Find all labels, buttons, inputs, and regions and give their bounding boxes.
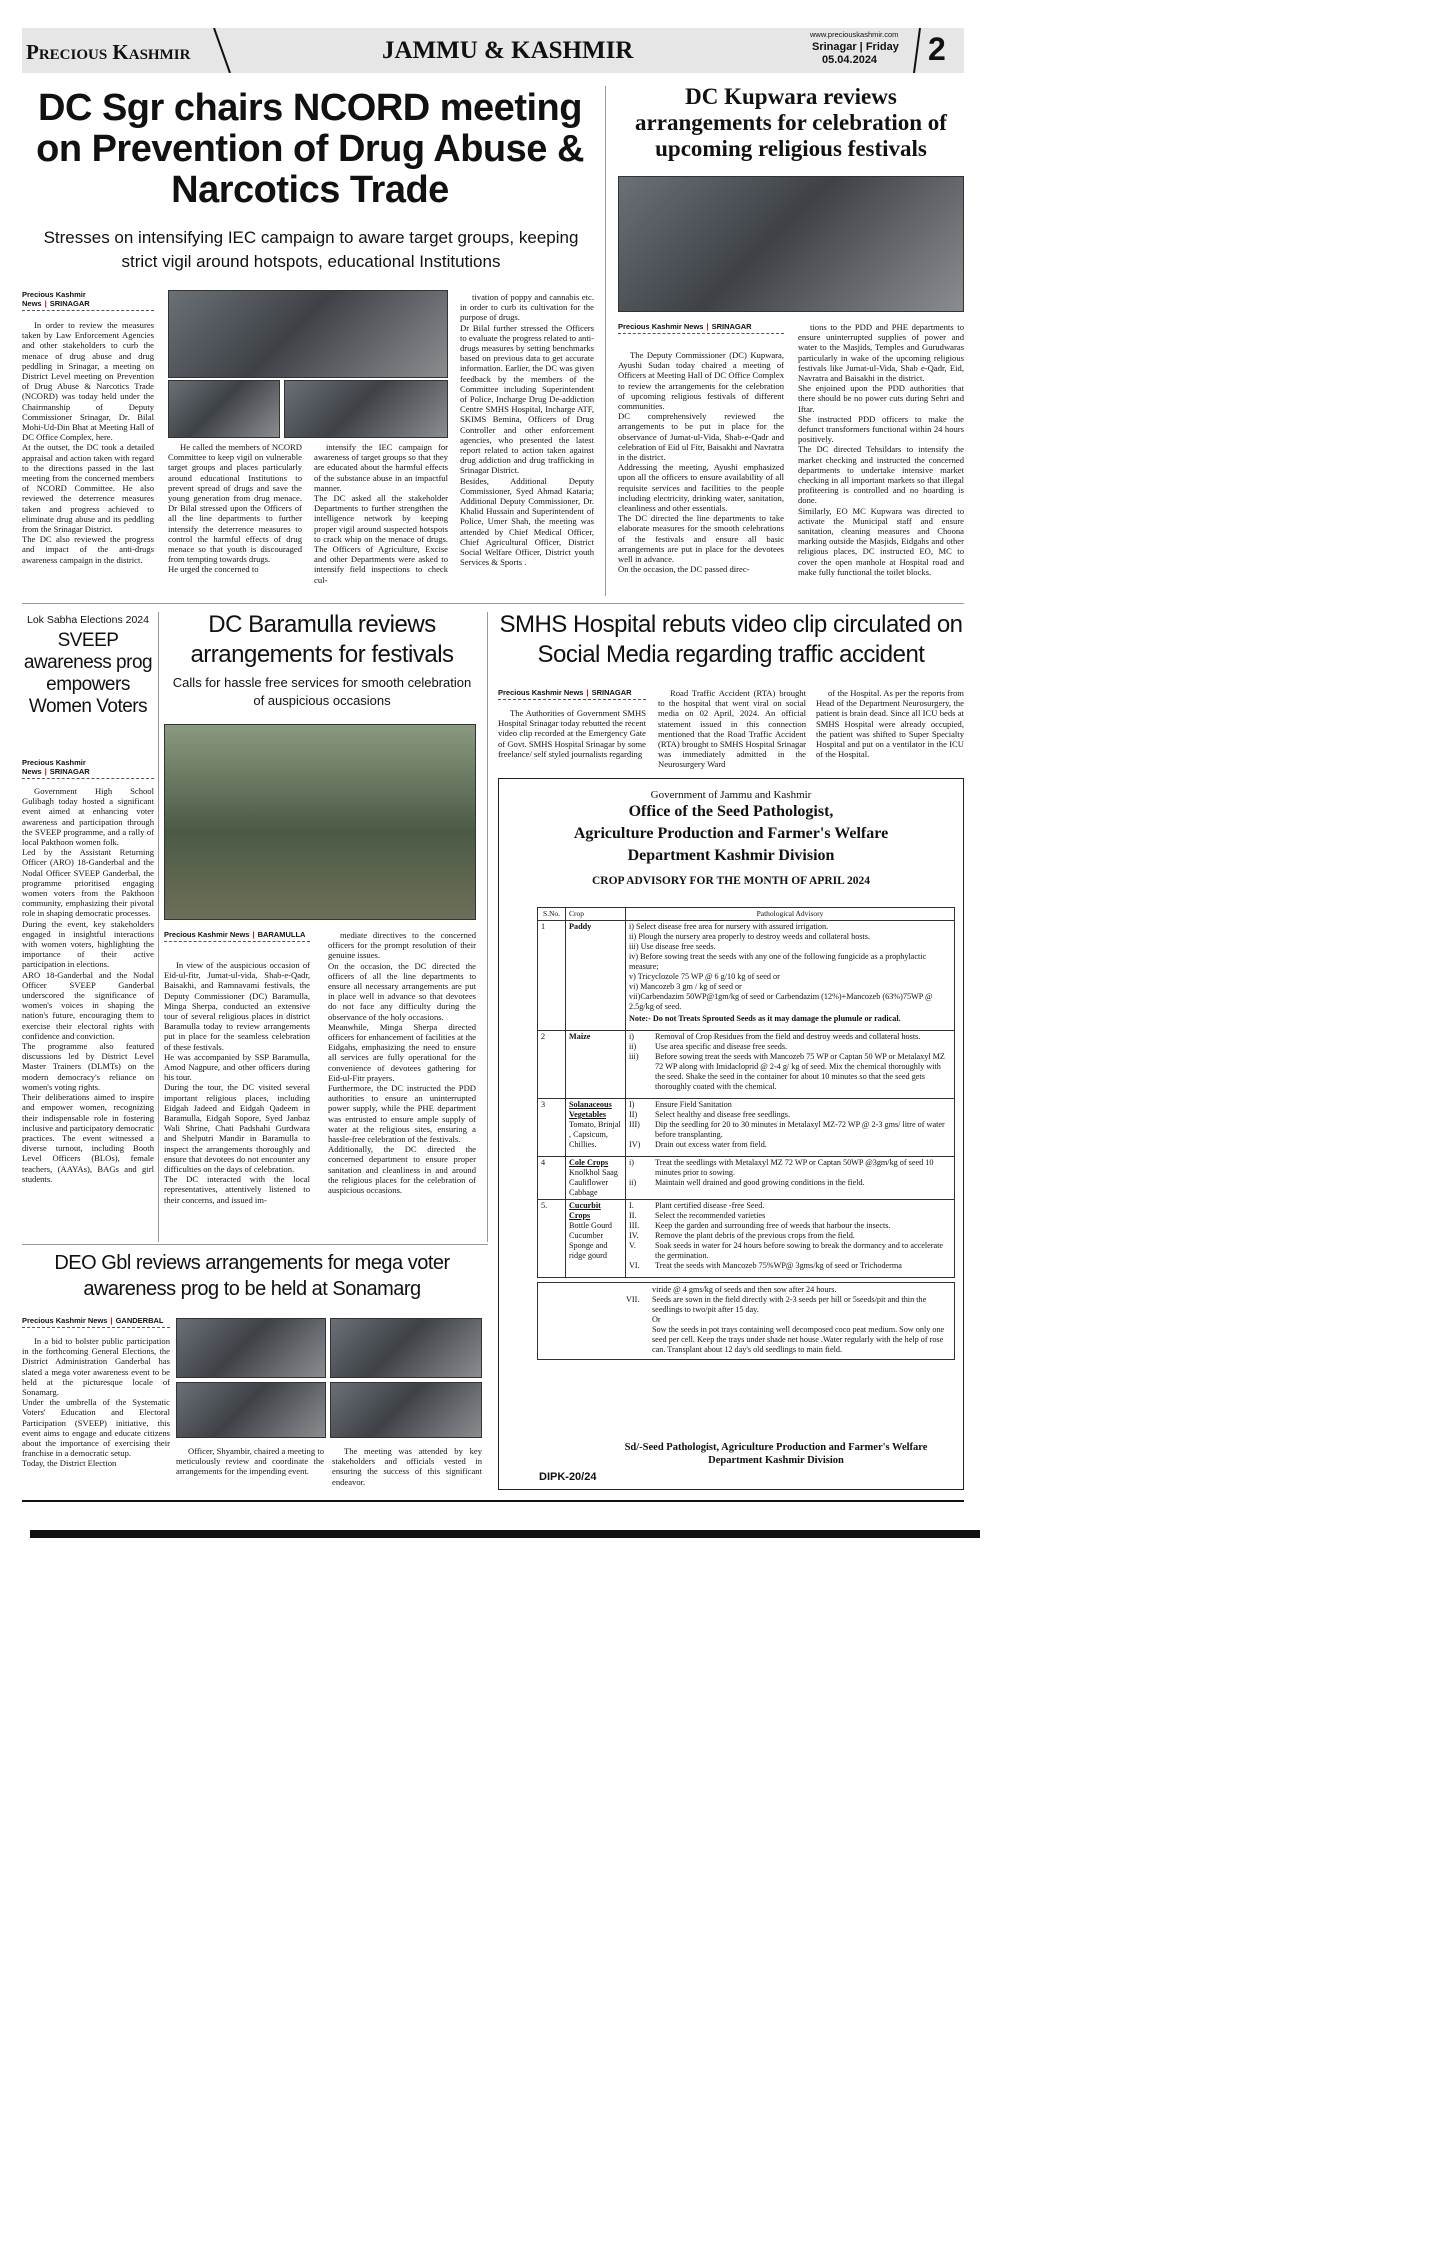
advisory-line-text: Remove the plant debris of the previous crops from the field. [655, 1231, 855, 1240]
advisory-line-text: i) Select disease free area for nursery with assured irrigation. [629, 922, 829, 931]
advisory-dipk: DIPK-20/24 [539, 1471, 597, 1483]
col-crop: Crop [566, 908, 626, 921]
advisory-line [629, 1042, 951, 1052]
advisory-line-text: ii) Plough the nursery area properly to destroy weeds and collateral hosts. [629, 932, 871, 941]
advisory-table [537, 907, 955, 1278]
a6-photo-1 [176, 1318, 326, 1378]
a1-photo-right [284, 380, 448, 438]
advisory-line-text: iii) Use disease free seeds. [629, 942, 716, 951]
divider [158, 612, 159, 1242]
row-sno: 1 [538, 921, 566, 1031]
row-advisory [626, 1157, 955, 1200]
advisory-line-number [626, 1315, 648, 1325]
advisory-line [629, 932, 951, 942]
advisory-line-number: IV. [629, 1231, 639, 1240]
a6-photo-4 [330, 1382, 482, 1438]
advisory-line-text: Soak seeds in water for 24 hours before sowing to break the dormancy and to accelerate the germination. [655, 1241, 944, 1260]
advisory-line-number: III. [629, 1221, 640, 1230]
a2-byline: Precious Kashmir News | SRINAGAR [618, 322, 784, 334]
advisory-line-number: V. [629, 1241, 636, 1250]
a5-byline-place: SRINAGAR [591, 688, 632, 697]
a3-byline-place: SRINAGAR [49, 767, 90, 776]
crop-name: Maize [569, 1032, 591, 1041]
page-number: 2 [928, 31, 946, 67]
row-crop [566, 1157, 626, 1200]
table-row [538, 1157, 955, 1200]
a4-byline-place: BARAMULLA [257, 930, 306, 939]
crop-varieties: Bottle Gourd Cucumber Sponge and ridge gourd [569, 1221, 612, 1260]
table-row [538, 1031, 955, 1099]
advisory-line-number: IV) [629, 1140, 641, 1149]
a4-headline: DC Baramulla reviews arrangements for festivals [190, 611, 454, 668]
divider [605, 86, 606, 596]
advisory-line [626, 1315, 951, 1325]
advisory-line [629, 1261, 951, 1271]
a1-byline-place: SRINAGAR [49, 299, 90, 308]
table-row [538, 1099, 955, 1157]
row-sno: 3 [538, 1099, 566, 1157]
advisory-line-number: II. [629, 1211, 637, 1220]
row-crop [566, 1099, 626, 1157]
advisory-line-text: Dip the seedling for 20 to 30 minutes in Metalaxyl MZ-72 WP @ 2-3 gms/ litre of water before transplanting. [655, 1120, 945, 1139]
a4-byline: Precious Kashmir News | BARAMULLA [164, 930, 310, 942]
a6-byline-name: Precious Kashmir News [22, 1316, 108, 1325]
table-row [538, 1200, 955, 1278]
a2-col1: The Deputy Commissioner (DC) Kupwara, Ayushi Sudan today chaired a meeting of Officers at Meeting Hall of DC Office Complex to review the arrangements for the celebration of upcoming religious festivals of different communities. DC comprehensively reviewed the arrangements to be put in place for the observance of Jumat-ul-Vida, Shab-e-Qadr and celebration of Eid ul Fitr, Baisakhi and Navratra in the district. Addressing the meeting, Ayushi emphasized upon all the officers to ensure availability of all requisite services and facilities to the people including electricity, drinking water, sanitation, cleanliness and other essentials. The DC directed the line departments to take elaborate measures for the smooth celebrations of the festivals and ensure all basic arrangements are put in place for the devotees well in advance. On the occasion, the DC passed direc- [618, 350, 784, 575]
advisory-line-number: i) [629, 1032, 635, 1041]
row-advisory [626, 1031, 955, 1099]
row-advisory [626, 1200, 955, 1278]
advisory-table-wrap [537, 907, 955, 1360]
a1-byline-name: Precious Kashmir News [22, 290, 86, 308]
advisory-line [629, 1231, 951, 1241]
advisory-line-text: Sow the seeds in pot trays containing well decomposed coco peat medium. Sow only one seed per cell. Keep the trays under shade net house .Water regularly with the help of rose can. Transplant about 12 day's old seedlings to main field. [652, 1325, 945, 1354]
advisory-line [629, 1201, 951, 1211]
section-title: JAMMU & KASHMIR [382, 37, 634, 64]
a1-subhead: Stresses on intensifying IEC campaign to aware target groups, keeping strict vigil around hotspots, educational Institutions [43, 228, 579, 271]
advisory-line-text: Treat the seeds with Mancozeb 75%WP@ 3gms/kg of seed or Trichoderma [655, 1261, 902, 1270]
advisory-line-text: v) Tricyclozole 75 WP @ 6 g/10 kg of seed or [629, 972, 780, 981]
advisory-line [629, 1032, 951, 1042]
brand-name: Precious Kashmir [26, 40, 191, 64]
divider [22, 1244, 488, 1245]
table-row [538, 921, 955, 1031]
advisory-line-number [626, 1285, 648, 1295]
a2-byline-place: SRINAGAR [711, 322, 752, 331]
advisory-line-text: iv) Before sowing treat the seeds with any one of the following fungicide as a prophylactic measure; [629, 952, 927, 971]
advisory-line-number: iii) [629, 1052, 639, 1061]
table-header-row [538, 908, 955, 921]
advisory-line-text: Or [652, 1315, 661, 1324]
a6-col2: Officer, Shyambir, chaired a meeting to meticulously review and coordinate the arrangements for the impending event. [176, 1446, 324, 1477]
a5-byline: Precious Kashmir News | SRINAGAR [498, 688, 646, 700]
advisory-line-text: Maintain well drained and good growing conditions in the field. [655, 1178, 865, 1187]
a1-col4: tivation of poppy and cannabis etc. in order to curb its cultivation for the purpose of drugs. Dr Bilal further stressed the Officers to evaluate the progress related to anti-drugs measures by setting benchmarks based on previous data to get accurate information. Earlier, the DC was given feedback by the members of the Committee including Superintendent of Police, Incharge Drug De-addiction Centre SMHS Hospital, Incharge ATF, SKIMS Bemina, Officers of Drug Controller and other enforcement agencies, who presented the latest report related to action taken against drug addiction and drug trafficking in Srinagar District. Besides, Additional Deputy Commissioner, Syed Ahmad Kataria; Additional Deputy Commissioner, Dr. Khalid Hussain and Superintendent of Police, Umer Shah, the meeting was attended by Chief Medical Officer, Chief Agricultural Officer, District Social Welfare Officer, District youth Services & Sports . [460, 292, 594, 568]
a1-photo-left [168, 380, 280, 438]
crop-name: Cole Crops [569, 1158, 609, 1167]
a4-subhead: Calls for hassle free services for smooth celebration of auspicious occasions [172, 675, 472, 708]
masthead-slash-icon [212, 28, 232, 73]
a4-col1: In view of the auspicious occasion of Eid-ul-fitr, Jumat-ul-vida, Shab-e-Qadr, Baisakhi, and Ramnavami festivals, the Deputy Commissioner (DC) Baramulla, Minga Sherpa, conducted an extensive tour of several religious places in district Baramulla today to review arrangements put in place for the seamless celebration of these festivals. He was accompanied by SSP Baramulla, Amod Nagpure, and other officers during his tour. During the tour, the DC visited several important religious places, including Eidgah Jadeed and Eidgah Qadeem in Baramulla, Eidgah Sopore, Syed Janbaz Wali Shrine, Chati Padshahi Gurdwara and Shelputri Mandir in Baramulla to inspect the arrangements thoroughly and ensure that devotees do not encounter any difficulties on the days of celebration. The DC interacted with the local representatives, attentively listened to their concerns, and issued im- [164, 960, 310, 1205]
advisory-note: Note:- Do not Treats Sprouted Seeds as it may damage the plumule or radical. [629, 1014, 901, 1023]
advisory-line-text: Treat the seedlings with Metalaxyl MZ 72 WP or Captan 50WP @3gm/kg of seed 10 minutes prior to sowing. [655, 1158, 934, 1177]
bottom-rule-thin [22, 1500, 964, 1502]
col-advisory: Pathological Advisory [626, 908, 955, 921]
website: www.preciouskashmir.com [810, 30, 899, 39]
a1-col3: intensify the IEC campaign for awareness of target groups so that they are educated about the harmful effects of the substance abuse in an impactful manner. The DC asked all the stakeholder Departments to further strengthen the intelligence network by keeping proper vigil around suspected hotspots to crack whip on the menace of drugs. The Officers of Agriculture, Excise and other Departments were asked to intensify field inspections to check cul- [314, 442, 448, 585]
advisory-line-number: VI. [629, 1261, 640, 1270]
crop-advisory-ad [498, 778, 964, 1490]
advisory-line-text: Select the recommended varieties [655, 1211, 766, 1220]
a2-col2: tions to the PDD and PHE departments to ensure uninterrupted supplies of power and water to the Masjids, Temples and Gurudwaras particularly in wake of the upcoming religious festivals like Jumat-ul-Vida, Shab e-Qadr, Eid, Navratra and Baisakhi in the district. She enjoined upon the PDD authorities that there should be no power cuts during Sehri and Iftar. She instructed PDD officers to make the defunct transformers functional within 24 hours positively. The DC directed Tehsildars to intensify the market checking and instructed the concerned departments to undertake intensive market checking in all important markets so that illegal profiteering is controlled and no hoarding is done. Similarly, EO MC Kupwara was directed to activate the Municipal staff and ensure sanitation, cleaning measures and Choona marking outside the Masjids, Eidgahs and other religious places, DC instructed EO, MC to cover the open manhole at Hospital road and make fully functional the toilet blocks. [798, 322, 964, 577]
crop-varieties: Knolkhol Saag Cauliflower Cabbage [569, 1168, 618, 1197]
a6-col3: The meeting was attended by key stakeholders and officials vested in ensuring the success of this significant endeavor. [332, 1446, 482, 1487]
col-sno: S.No. [538, 908, 566, 921]
a3-byline-name: Precious Kashmir News [22, 758, 86, 776]
advisory-line-text: Select healthy and disease free seedlings. [655, 1110, 791, 1119]
divider [487, 612, 488, 1242]
advisory-line-text: vi) Mancozeb 3 gm / kg of seed or [629, 982, 742, 991]
advisory-line-number: II) [629, 1110, 638, 1119]
a5-col2: Road Traffic Accident (RTA) brought to the hospital that went viral on social media on 02 April, 2024. An official statement issued in this connection mentioned that the Road Traffic Accident (RTA) brought to SMHS Hospital Srinagar was immediately admitted in the Neurosurgery Ward [658, 688, 806, 770]
row-sno: 5. [538, 1200, 566, 1278]
a6-headline: DEO Gbl reviews arrangements for mega voter awareness prog to be held at Sonamarg [54, 1252, 450, 1300]
advisory-line [629, 1211, 951, 1221]
row-sno: 2 [538, 1031, 566, 1099]
dateline: Srinagar | Friday [812, 41, 899, 53]
a5-headline: SMHS Hospital rebuts video clip circulated on Social Media regarding traffic accident [499, 611, 963, 668]
advisory-line [629, 1178, 951, 1188]
advisory-line-number: I) [629, 1100, 635, 1109]
advisory-line [629, 1221, 951, 1231]
advisory-line-number: ii) [629, 1178, 637, 1187]
a1-headline: DC Sgr chairs NCORD meeting on Prevention of Drug Abuse & Narcotics Trade [36, 87, 584, 211]
crop-name: Solanaceous Vegetables [569, 1100, 612, 1119]
a5-col3: of the Hospital. As per the reports from Head of the Department Neurosurgery, the patient is brain dead. Since all ICU beds at SMHS Hospital were already occupied, the patient was shifted to Super Specialty Hospital and put on a ventilator in the ICU of the Hospital. [816, 688, 964, 760]
row-advisory [626, 921, 955, 1031]
advisory-line [626, 1295, 951, 1315]
advisory-line [629, 1052, 951, 1092]
page-number-slash-icon [910, 28, 924, 73]
advisory-line-text: viride @ 4 gms/kg of seeds and then sow after 24 hours. [652, 1285, 837, 1294]
a2-photo [618, 176, 964, 312]
advisory-line-text: Drain out excess water from field. [655, 1140, 767, 1149]
advisory-line-text: Plant certified disease -free Seed. [655, 1201, 765, 1210]
masthead [22, 28, 964, 73]
a3-headline: SVEEP awareness prog empowers Women Voters [23, 630, 153, 717]
crop-varieties: Tomato, Brinjal , Capsicum, Chillies. [569, 1120, 621, 1149]
a6-byline: Precious Kashmir News | GANDERBAL [22, 1316, 170, 1328]
a6-photo-2 [330, 1318, 482, 1378]
a1-col2: He called the members of NCORD Committee to keep vigil on vulnerable target groups and places particularly around educational Institutions to prevent spread of drugs and save the young generation from drug menace. Dr Bilal stressed upon the Officers of all the line departments to further intensify the deterrence measures to control the harmful effects of drug menace so that youth is discouraged from tempting towards drugs. He urged the concerned to [168, 442, 302, 575]
advisory-line [626, 1325, 951, 1355]
advisory-title: CROP ADVISORY FOR THE MONTH OF APRIL 2024 [591, 875, 871, 887]
a1-photo-main [168, 290, 448, 378]
a4-photo [164, 724, 476, 920]
a5-col1: The Authorities of Government SMHS Hospital Srinagar today rebutted the recent video clip recorded at the Emergency Gate of Govt. SMHS Hospital Srinagar by some freelance/ self styled journalists regarding [498, 708, 646, 759]
crop-name: Cucurbit Crops [569, 1201, 601, 1220]
advisory-line-text: Removal of Crop Residues from the field and destroy weeds and collateral hosts. [655, 1032, 921, 1041]
row-advisory [626, 1099, 955, 1157]
advisory-line-text: vii)Carbendazim 50WP@1gm/kg of seed or Carbendazim (12%)+Mancozeb (63%)75WP @ 2.5g/kg of seed. [629, 992, 933, 1011]
advisory-line [629, 1120, 951, 1140]
a3-byline: Precious Kashmir News | SRINAGAR [22, 758, 154, 779]
a5-byline-name: Precious Kashmir News [498, 688, 584, 697]
advisory-line [629, 1110, 951, 1120]
advisory-signature: Sd/-Seed Pathologist, Agriculture Production and Farmer's Welfare Department Kashmir Division [624, 1442, 928, 1466]
advisory-continuation [537, 1282, 955, 1360]
a4-col2: mediate directives to the concerned officers for the prompt resolution of their genuine issues. On the occasion, the DC directed the officers of all the line departments to ensure all necessary arrangements are put in place well in advance so that devotees do not face any difficulty during the observance of the holy occasions. Meanwhile, Minga Sherpa directed officers for enhancement of facilities at the Eidgahs, emphasizing the need to ensure all services are fully operational for the convenience of devotees gathering for Eid-ul-Fitr prayers. Furthermore, the DC instructed the PDD authorities to ensure an uninterrupted power supply, while the PHE department was entrusted to ensure ample supply of water at the religious sites, ensuring a hassle-free celebration of the festivals. Additionally, the DC directed the concerned department to ensure proper sanitation and cleanliness in and around the religious places for the celebration of auspicious occasions. [328, 930, 476, 1196]
advisory-line-text: Use area specific and disease free seeds. [655, 1042, 788, 1051]
a6-byline-place: GANDERBAL [115, 1316, 164, 1325]
advisory-line-number: III) [629, 1120, 640, 1129]
advisory-office-3: Department Kashmir Division [627, 847, 835, 864]
advisory-line [629, 1158, 951, 1178]
a2-headline: DC Kupwara reviews arrangements for celebration of upcoming religious festivals [635, 84, 947, 161]
advisory-line [629, 972, 951, 982]
advisory-line [629, 1100, 951, 1110]
advisory-line-text: Seeds are sown in the field directly with 2-3 seeds per hill or 5seeds/pit and thin the seedlings to two/pit after 15 day. [652, 1295, 927, 1314]
advisory-line [629, 952, 951, 972]
crop-name: Paddy [569, 922, 592, 931]
a6-col1: In a bid to bolster public participation in the forthcoming General Elections, the District Administration Ganderbal has slated a mega voter awareness event to be held at the picturesque locale of Sonamarg. Under the umbrella of the Systematic Voters' Education and Electoral Participation (SVEEP) initiative, this event aims to engage and educate citizens about the importance of exercising their franchise in a democratic setup. Today, the District Election [22, 1336, 170, 1469]
advisory-office-2: Agriculture Production and Farmer's Welfare [573, 825, 889, 842]
advisory-office-1: Office of the Seed Pathologist, [628, 803, 834, 820]
advisory-line-number: ii) [629, 1042, 637, 1051]
advisory-line [629, 922, 951, 932]
row-crop [566, 1031, 626, 1099]
a3-kicker: Lok Sabha Elections 2024 [26, 614, 149, 626]
a1-byline: Precious Kashmir News | SRINAGAR [22, 290, 154, 311]
advisory-line-number [626, 1325, 648, 1355]
a3-body: Government High School Gulibagh today hosted a significant event aimed at enhancing voter awareness and participation through the SVEEP programme, and a rally of local Pakthoon women folk. Led by the Assistant Returning Officer (ARO) 18-Ganderbal and the Nodal Officer SVEEP Ganderbal, the programme prioritised engaging women voters from the Pakthoon community, emphasizing their pivotal role in shaping democratic processes. During the event, key stakeholders engaged in insightful interactions with women voters, highlighting the importance of their active participation in elections. ARO 18-Ganderbal and the Nodal Officer SVEEP Ganderbal underscored the significance of women's voices in shaping the nation's future, encouraging them to exercise their electoral rights with confidence and conviction. The programme also featured discussions led by District Level Master Trainers (DLMTs) on the modern democracy's reliance on women's voting rights. Their deliberations aimed to inspire and empower women, recognizing their indispensable role in fostering inclusive and participatory democratic practices. The event witnessed a diverse turnout, including Booth Level Officers (BLOs), female teachers, (AAYAs), BAGs and girl students. [22, 786, 154, 1184]
advisory-govt: Government of Jammu and Kashmir [650, 789, 812, 801]
a6-photo-3 [176, 1382, 326, 1438]
advisory-line-text: Before sowing treat the seeds with Mancozeb 75 WP or Captan 50 WP or Metalaxyl MZ 72 WP along with Imidacloprid @ 2-4 g/ kg of seed. Mix the chemical thoroughly with the seed. Shake the seed in the container for about 10 minutes so that the seed gets thoroughly coated with the chemical. [655, 1052, 945, 1091]
advisory-line-text: Ensure Field Sanitation [655, 1100, 732, 1109]
advisory-line [629, 982, 951, 992]
advisory-line-number: I. [629, 1201, 634, 1210]
a2-byline-name: Precious Kashmir News [618, 322, 704, 331]
advisory-line [629, 942, 951, 952]
advisory-line [629, 1140, 951, 1150]
advisory-line-number: i) [629, 1158, 635, 1167]
divider [22, 603, 964, 604]
row-crop [566, 1200, 626, 1278]
a1-col1: In order to review the measures taken by Law Enforcement Agencies and other stakeholders to curb the menace of drug abuse and drug peddling in Srinagar, a meeting on District Level meeting on Prevention of Drug Abuse & Narcotics Trade (NCORD) was today held under the Chairmanship of Deputy Commissioner Srinagar, Dr. Bilal Mohi-Ud-Din Bhat at Meeting Hall of DC Office Complex, here. At the outset, the DC took a detailed appraisal and action taken with regard to the directions passed in the last meeting from the concerned members of NCORD Committee. He also reviewed the deterrence measures taken and progress achieved to eliminate drug abuse and its peddling from the Srinagar District. The DC also reviewed the progress and impact of the anti-drugs awareness campaign in the district. [22, 320, 154, 565]
advisory-line [629, 1241, 951, 1261]
row-crop [566, 921, 626, 1031]
advisory-line-text: Keep the garden and surrounding free of weeds that harbour the insects. [655, 1221, 891, 1230]
advisory-line [629, 992, 951, 1012]
a4-byline-name: Precious Kashmir News [164, 930, 250, 939]
advisory-line [626, 1285, 951, 1295]
advisory-line-number: VII. [626, 1295, 640, 1304]
issue-date: 05.04.2024 [822, 54, 878, 66]
bottom-rule-thick [30, 1530, 980, 1538]
row-sno: 4 [538, 1157, 566, 1200]
